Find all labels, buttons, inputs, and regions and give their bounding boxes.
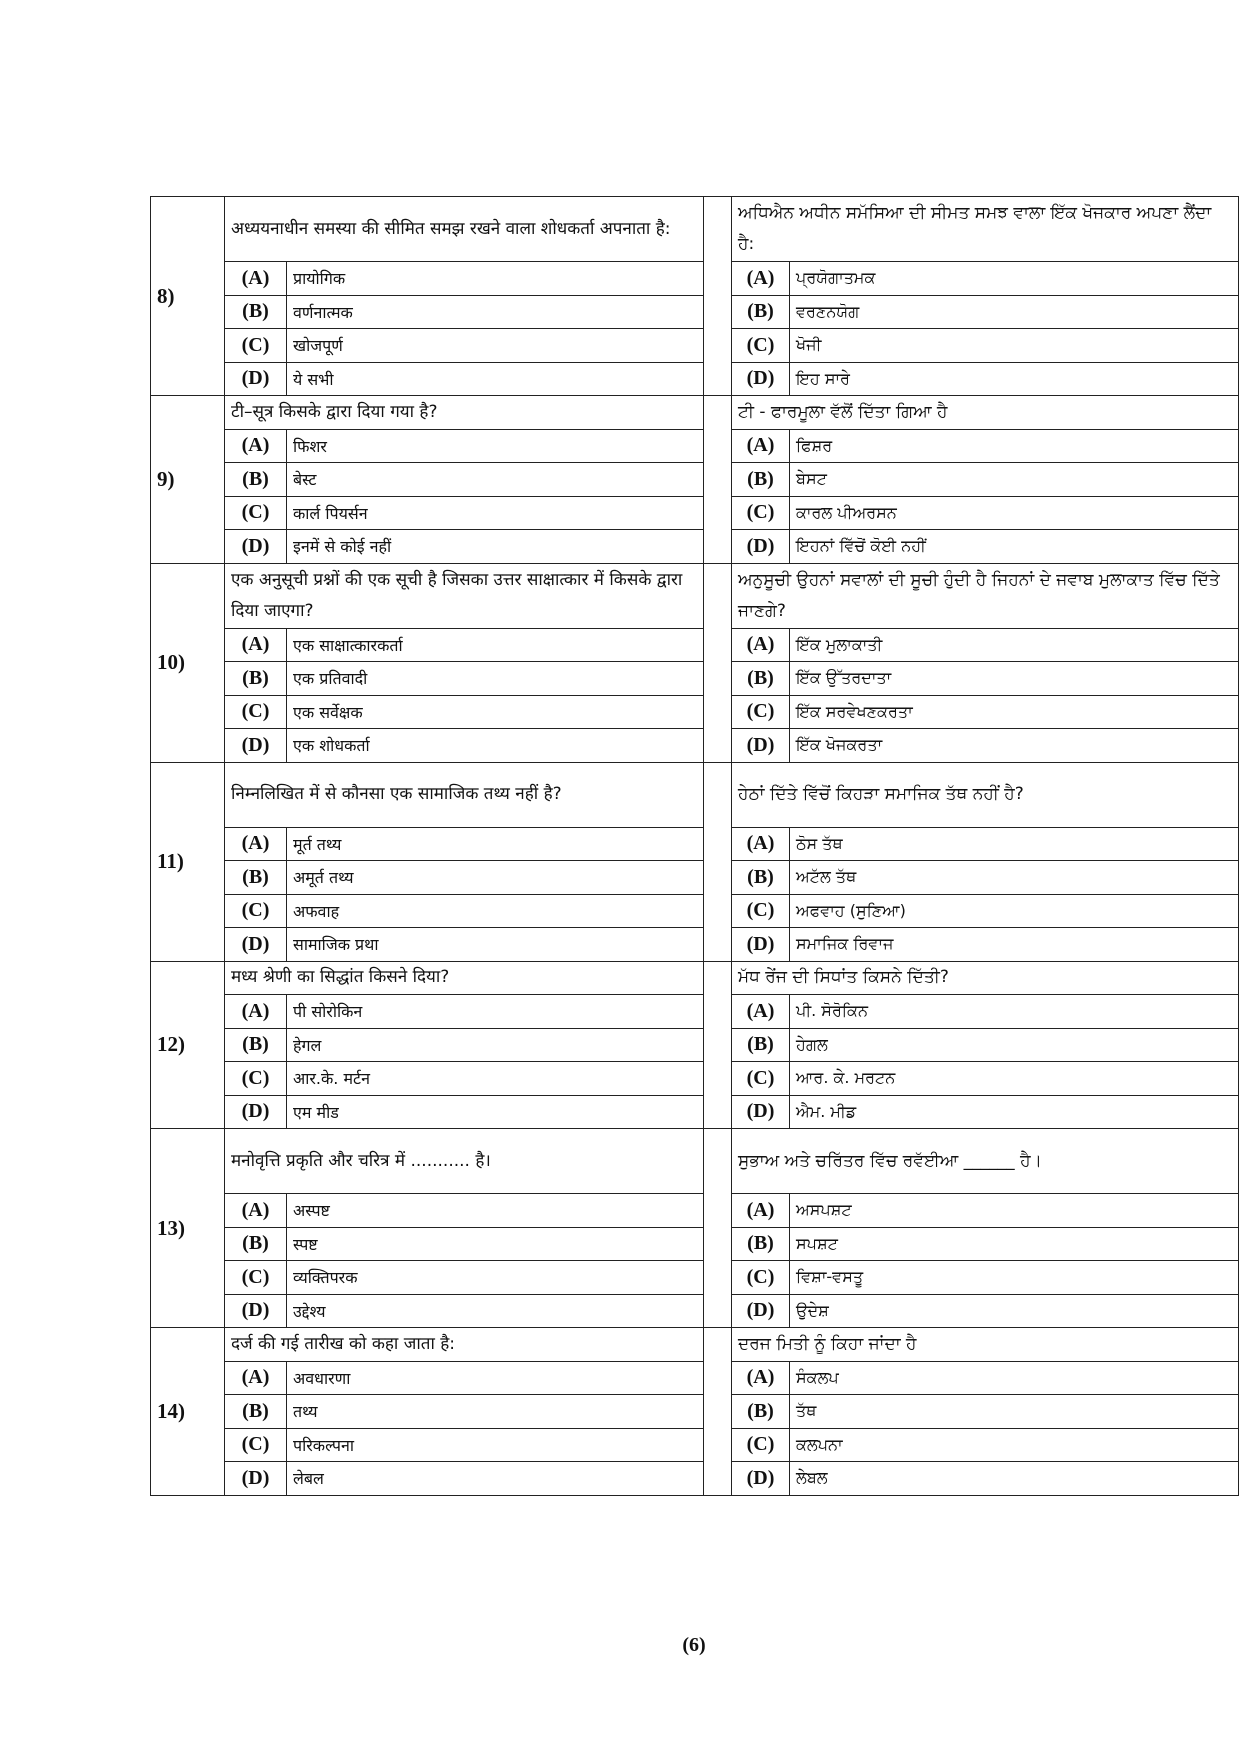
option-text-punjabi: ਆਰ. ਕੇ. ਮਰਟਨ <box>790 1062 1239 1096</box>
option-label: (B) <box>225 662 287 696</box>
column-divider <box>704 197 732 396</box>
option-label: (C) <box>732 329 790 363</box>
option-label: (C) <box>732 894 790 928</box>
question-number: 13) <box>151 1129 225 1328</box>
question-text-hindi: मध्य श्रेणी का सिद्धांत किसने दिया? <box>225 961 704 995</box>
option-label: (D) <box>732 530 790 564</box>
option-text-punjabi: ਵਿਸ਼ਾ-ਵਸਤੂ <box>790 1261 1239 1295</box>
option-text-hindi: परिकल्पना <box>287 1428 704 1462</box>
question-text-punjabi: ਹੇਠਾਂ ਦਿੱਤੇ ਵਿੱਚੋਂ ਕਿਹੜਾ ਸਮਾਜਿਕ ਤੱਥ ਨਹੀਂ ਹੈ? <box>732 762 1239 827</box>
option-text-punjabi: ਅਫਵਾਹ (ਸੁਣਿਆ) <box>790 894 1239 928</box>
option-text-punjabi: ਇੱਕ ਮੁਲਾਕਾਤੀ <box>790 628 1239 662</box>
option-text-hindi: एक सर्वेक्षक <box>287 695 704 729</box>
option-label: (B) <box>225 1395 287 1429</box>
option-text-hindi: कार्ल पियर्सन <box>287 496 704 530</box>
option-label: (A) <box>732 1194 790 1228</box>
option-text-punjabi: ਅਸਪਸ਼ਟ <box>790 1194 1239 1228</box>
option-text-punjabi: ਇੱਕ ਖੋਜਕਰਤਾ <box>790 729 1239 763</box>
option-label: (B) <box>732 861 790 895</box>
option-text-hindi: अस्पष्ट <box>287 1194 704 1228</box>
option-row <box>151 1227 1239 1261</box>
option-text-punjabi: ਹੇਗਲ <box>790 1028 1239 1062</box>
option-label: (C) <box>732 695 790 729</box>
option-text-hindi: पी सोरोकिन <box>287 995 704 1029</box>
option-text-punjabi: ਪੀ. ਸੋਰੋਕਿਨ <box>790 995 1239 1029</box>
question-row <box>151 961 1239 995</box>
option-text-punjabi: ਲੇਬਲ <box>790 1462 1239 1496</box>
option-row <box>151 1194 1239 1228</box>
option-text-punjabi: ਇਹ ਸਾਰੇ <box>790 362 1239 396</box>
option-label: (A) <box>225 827 287 861</box>
option-row <box>151 995 1239 1029</box>
option-label: (C) <box>732 496 790 530</box>
option-label: (A) <box>732 429 790 463</box>
option-text-hindi: बेस्ट <box>287 463 704 497</box>
option-row <box>151 262 1239 296</box>
option-label: (D) <box>732 729 790 763</box>
question-text-punjabi: ਦਰਜ ਮਿਤੀ ਨੂੰ ਕਿਹਾ ਜਾਂਦਾ ਹੈ <box>732 1328 1239 1362</box>
question-text-hindi: दर्ज की गई तारीख को कहा जाता है: <box>225 1328 704 1362</box>
option-text-punjabi: ਅਟੱਲ ਤੱਥ <box>790 861 1239 895</box>
option-label: (D) <box>225 1095 287 1129</box>
option-label: (B) <box>225 861 287 895</box>
option-text-punjabi: ਤੱਥ <box>790 1395 1239 1429</box>
option-row <box>151 1294 1239 1328</box>
option-text-punjabi: ਪ੍ਰਯੋਗਾਤਮਕ <box>790 262 1239 296</box>
option-label: (C) <box>225 496 287 530</box>
option-label: (A) <box>732 827 790 861</box>
question-number: 14) <box>151 1328 225 1496</box>
option-text-hindi: अफवाह <box>287 894 704 928</box>
question-number: 12) <box>151 961 225 1129</box>
option-label: (B) <box>732 1227 790 1261</box>
option-label: (B) <box>732 295 790 329</box>
option-row <box>151 463 1239 497</box>
option-label: (D) <box>225 928 287 962</box>
option-text-punjabi: ਸਪਸ਼ਟ <box>790 1227 1239 1261</box>
option-label: (D) <box>225 729 287 763</box>
option-label: (D) <box>732 1095 790 1129</box>
option-text-hindi: वर्णनात्मक <box>287 295 704 329</box>
option-label: (D) <box>225 1462 287 1496</box>
option-text-punjabi: ਠੋਸ ਤੱਥ <box>790 827 1239 861</box>
option-label: (C) <box>732 1261 790 1295</box>
option-text-hindi: आर.के. मर्टन <box>287 1062 704 1096</box>
option-label: (A) <box>225 262 287 296</box>
exam-page <box>150 196 1240 1656</box>
option-label: (C) <box>732 1428 790 1462</box>
option-text-punjabi: ਇੱਕ ਸਰਵੇਖਣਕਰਤਾ <box>790 695 1239 729</box>
option-row <box>151 894 1239 928</box>
option-row <box>151 1028 1239 1062</box>
question-text-punjabi: ਅਧਿਐਨ ਅਧੀਨ ਸਮੱਸਿਆ ਦੀ ਸੀਮਤ ਸਮਝ ਵਾਲਾ ਇੱਕ ਖੋਜਕਾਰ ਅਪਣਾ ਲੈਂਦਾ ਹੈ: <box>732 197 1239 262</box>
option-text-hindi: एक शोधकर्ता <box>287 729 704 763</box>
option-row <box>151 695 1239 729</box>
option-text-hindi: खोजपूर्ण <box>287 329 704 363</box>
option-label: (D) <box>732 1294 790 1328</box>
column-divider <box>704 961 732 1129</box>
option-row <box>151 861 1239 895</box>
question-row <box>151 396 1239 430</box>
option-text-hindi: अवधारणा <box>287 1361 704 1395</box>
option-text-hindi: प्रायोगिक <box>287 262 704 296</box>
option-label: (B) <box>732 1395 790 1429</box>
page-number: (6) <box>682 1634 706 1656</box>
option-label: (A) <box>225 429 287 463</box>
option-text-hindi: इनमें से कोई नहीं <box>287 530 704 564</box>
option-label: (C) <box>225 695 287 729</box>
option-text-hindi: उद्देश्य <box>287 1294 704 1328</box>
option-row <box>151 1261 1239 1295</box>
option-row <box>151 928 1239 962</box>
option-row <box>151 429 1239 463</box>
option-label: (C) <box>225 1261 287 1295</box>
option-row <box>151 628 1239 662</box>
option-text-punjabi: ਇੱਕ ਉੱਤਰਦਾਤਾ <box>790 662 1239 696</box>
option-text-hindi: व्यक्तिपरक <box>287 1261 704 1295</box>
question-number: 8) <box>151 197 225 396</box>
option-text-hindi: मूर्त तथ्य <box>287 827 704 861</box>
question-text-punjabi: ਸੁਭਾਅ ਅਤੇ ਚਰਿੱਤਰ ਵਿੱਚ ਰਵੱਈਆ ______ ਹੈ। <box>732 1129 1239 1194</box>
option-row <box>151 329 1239 363</box>
question-text-hindi: अध्ययनाधीन समस्या की सीमित समझ रखने वाला शोधकर्ता अपनाता है: <box>225 197 704 262</box>
question-table-body <box>151 197 1239 1496</box>
option-label: (C) <box>732 1062 790 1096</box>
option-text-hindi: एम मीड <box>287 1095 704 1129</box>
option-row <box>151 1428 1239 1462</box>
option-row <box>151 729 1239 763</box>
option-text-punjabi: ਸੰਕਲਪ <box>790 1361 1239 1395</box>
option-row <box>151 662 1239 696</box>
option-row <box>151 1361 1239 1395</box>
option-label: (B) <box>225 295 287 329</box>
option-row <box>151 295 1239 329</box>
question-text-punjabi: ਮੱਧ ਰੇਂਜ ਦੀ ਸਿਧਾਂਤ ਕਿਸਨੇ ਦਿੱਤੀ? <box>732 961 1239 995</box>
option-row <box>151 827 1239 861</box>
option-label: (D) <box>225 1294 287 1328</box>
option-label: (C) <box>225 329 287 363</box>
option-label: (B) <box>225 1028 287 1062</box>
question-text-punjabi: ਟੀ - ਫਾਰਮੂਲਾ ਵੱਲੋਂ ਦਿੱਤਾ ਗਿਆ ਹੈ <box>732 396 1239 430</box>
option-label: (A) <box>732 262 790 296</box>
option-row <box>151 496 1239 530</box>
question-row <box>151 1129 1239 1194</box>
question-row <box>151 762 1239 827</box>
option-label: (B) <box>732 662 790 696</box>
option-label: (A) <box>732 995 790 1029</box>
option-text-hindi: फिशर <box>287 429 704 463</box>
option-row <box>151 530 1239 564</box>
option-label: (A) <box>732 1361 790 1395</box>
option-text-punjabi: ਕਲਪਨਾ <box>790 1428 1239 1462</box>
option-row <box>151 1395 1239 1429</box>
option-row <box>151 1062 1239 1096</box>
option-text-punjabi: ਕਾਰਲ ਪੀਅਰਸਨ <box>790 496 1239 530</box>
option-text-punjabi: ਖੋਜੀ <box>790 329 1239 363</box>
option-row <box>151 362 1239 396</box>
option-label: (C) <box>225 1062 287 1096</box>
option-label: (D) <box>732 928 790 962</box>
question-row <box>151 197 1239 262</box>
column-divider <box>704 1129 732 1328</box>
column-divider <box>704 1328 732 1496</box>
question-text-hindi: निम्नलिखित में से कौनसा एक सामाजिक तथ्य नहीं है? <box>225 762 704 827</box>
option-label: (A) <box>732 628 790 662</box>
question-text-hindi: मनोवृत्ति प्रकृति और चरित्र में ........... है। <box>225 1129 704 1194</box>
question-text-hindi: टी–सूत्र किसके द्वारा दिया गया है? <box>225 396 704 430</box>
question-number: 10) <box>151 563 225 762</box>
option-text-punjabi: ਵਰਣਨਯੋਗ <box>790 295 1239 329</box>
column-divider <box>704 563 732 762</box>
option-row <box>151 1462 1239 1496</box>
question-row <box>151 1328 1239 1362</box>
option-label: (B) <box>732 1028 790 1062</box>
option-text-punjabi: ਸਮਾਜਿਕ ਰਿਵਾਜ <box>790 928 1239 962</box>
option-text-hindi: हेगल <box>287 1028 704 1062</box>
option-label: (D) <box>732 1462 790 1496</box>
option-label: (A) <box>225 628 287 662</box>
option-text-hindi: तथ्य <box>287 1395 704 1429</box>
option-label: (A) <box>225 1194 287 1228</box>
question-text-hindi: एक अनुसूची प्रश्नों की एक सूची है जिसका उत्तर साक्षात्कार में किसके द्वारा दिया जाएगा? <box>225 563 704 628</box>
option-text-hindi: स्पष्ट <box>287 1227 704 1261</box>
option-text-hindi: एक प्रतिवादी <box>287 662 704 696</box>
question-number: 9) <box>151 396 225 564</box>
option-text-hindi: ये सभी <box>287 362 704 396</box>
option-label: (A) <box>225 1361 287 1395</box>
option-label: (C) <box>225 894 287 928</box>
option-label: (B) <box>732 463 790 497</box>
option-label: (C) <box>225 1428 287 1462</box>
option-label: (B) <box>225 463 287 497</box>
option-text-punjabi: ਐਮ. ਮੀਡ <box>790 1095 1239 1129</box>
option-label: (D) <box>225 362 287 396</box>
option-label: (B) <box>225 1227 287 1261</box>
option-row <box>151 1095 1239 1129</box>
option-text-hindi: सामाजिक प्रथा <box>287 928 704 962</box>
column-divider <box>704 762 732 961</box>
question-number: 11) <box>151 762 225 961</box>
option-text-punjabi: ਉਦੇਸ਼ <box>790 1294 1239 1328</box>
option-label: (D) <box>225 530 287 564</box>
option-label: (D) <box>732 362 790 396</box>
question-text-punjabi: ਅਨੁਸੂਚੀ ਉਹਨਾਂ ਸਵਾਲਾਂ ਦੀ ਸੂਚੀ ਹੁੰਦੀ ਹੈ ਜਿਹਨਾਂ ਦੇ ਜਵਾਬ ਮੁਲਾਕਾਤ ਵਿੱਚ ਦਿੱਤੇ ਜਾਣਗੇ? <box>732 563 1239 628</box>
option-text-hindi: अमूर्त तथ्य <box>287 861 704 895</box>
option-text-punjabi: ਇਹਨਾਂ ਵਿੱਚੋਂ ਕੋਈ ਨਹੀਂ <box>790 530 1239 564</box>
option-text-punjabi: ਬੇਸਟ <box>790 463 1239 497</box>
option-text-hindi: लेबल <box>287 1462 704 1496</box>
column-divider <box>704 396 732 564</box>
option-text-punjabi: ਫਿਸ਼ਰ <box>790 429 1239 463</box>
question-table <box>150 196 1239 1496</box>
question-row <box>151 563 1239 628</box>
option-text-hindi: एक साक्षात्कारकर्ता <box>287 628 704 662</box>
option-label: (A) <box>225 995 287 1029</box>
